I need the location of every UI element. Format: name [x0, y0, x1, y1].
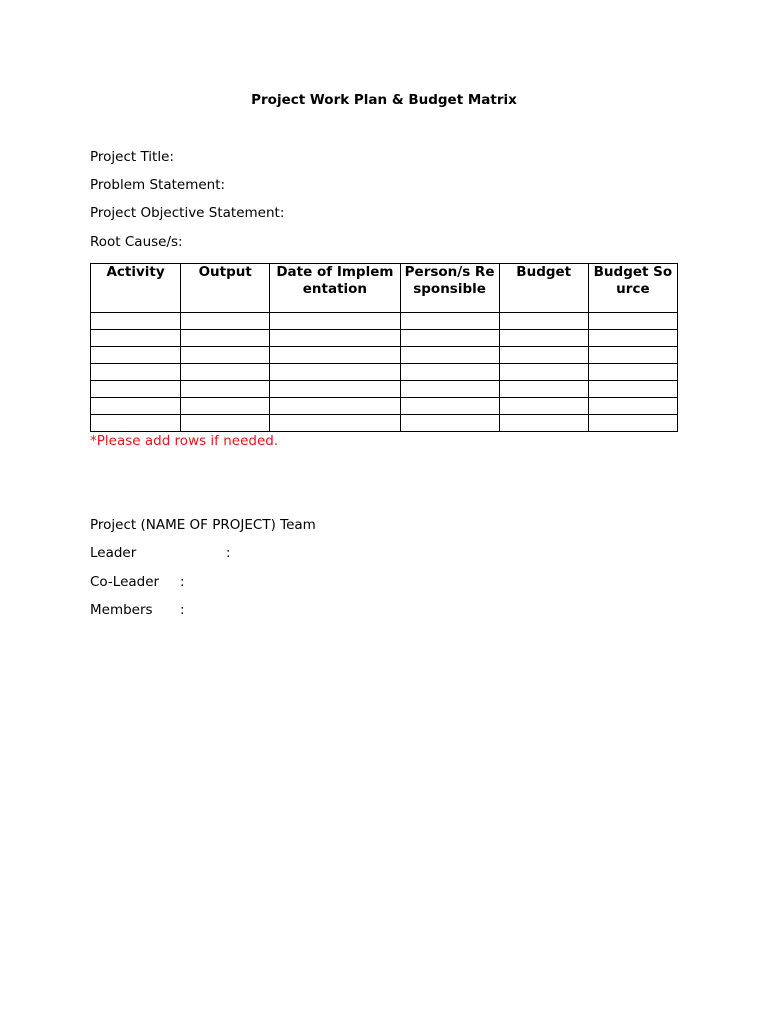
table-cell: [270, 381, 400, 398]
add-rows-note: *Please add rows if needed.: [90, 433, 279, 449]
project-objective-field: Project Objective Statement:: [90, 205, 285, 221]
document-title: Project Work Plan & Budget Matrix: [251, 92, 517, 108]
table-cell: [270, 330, 400, 347]
table-cell: [499, 313, 588, 330]
table-cell: [400, 381, 499, 398]
table-cell: [270, 398, 400, 415]
table-cell: [181, 313, 270, 330]
table-cell: [499, 347, 588, 364]
table-cell: [91, 364, 181, 381]
table-cell: [181, 415, 270, 432]
column-header-budget-source: Budget Source: [588, 264, 677, 313]
matrix-header-row: [91, 264, 678, 313]
table-cell: [400, 313, 499, 330]
table-cell: [270, 364, 400, 381]
co-leader-colon: :: [180, 574, 185, 590]
table-cell: [400, 415, 499, 432]
root-cause-field: Root Cause/s:: [90, 234, 183, 250]
table-cell: [400, 330, 499, 347]
table-cell: [91, 415, 181, 432]
table-cell: [91, 398, 181, 415]
team-heading: Project (NAME OF PROJECT) Team: [90, 517, 316, 533]
table-row: [91, 381, 678, 398]
table-cell: [270, 415, 400, 432]
table-cell: [91, 330, 181, 347]
members-colon: :: [180, 602, 185, 618]
co-leader-label: Co-Leader: [90, 574, 160, 590]
table-cell: [588, 347, 677, 364]
table-cell: [588, 330, 677, 347]
leader-colon: :: [226, 545, 231, 561]
table-cell: [91, 313, 181, 330]
column-header-output: Output: [181, 264, 270, 313]
table-cell: [588, 415, 677, 432]
table-cell: [499, 398, 588, 415]
leader-label: Leader: [90, 545, 137, 561]
table-row: [91, 415, 678, 432]
table-cell: [91, 381, 181, 398]
table-row: [91, 364, 678, 381]
table-cell: [400, 347, 499, 364]
table-cell: [499, 330, 588, 347]
table-cell: [181, 347, 270, 364]
table-cell: [181, 330, 270, 347]
column-header-persons-responsible: Person/s Responsible: [400, 264, 499, 313]
table-cell: [499, 381, 588, 398]
table-cell: [270, 313, 400, 330]
table-cell: [588, 381, 677, 398]
table-cell: [181, 398, 270, 415]
matrix-body: [91, 313, 678, 432]
work-plan-matrix: [90, 263, 678, 432]
table-row: [91, 398, 678, 415]
project-title-field: Project Title:: [90, 149, 174, 165]
column-header-date-of-implementation: Date of Implementation: [270, 264, 400, 313]
table-cell: [400, 364, 499, 381]
table-row: [91, 347, 678, 364]
table-cell: [499, 364, 588, 381]
table-row: [91, 330, 678, 347]
table-cell: [588, 364, 677, 381]
members-label: Members: [90, 602, 153, 618]
table-cell: [181, 364, 270, 381]
table-cell: [588, 398, 677, 415]
table-cell: [181, 381, 270, 398]
table-cell: [588, 313, 677, 330]
table-cell: [499, 415, 588, 432]
table-cell: [270, 347, 400, 364]
table-row: [91, 313, 678, 330]
table-cell: [91, 347, 181, 364]
problem-statement-field: Problem Statement:: [90, 177, 226, 193]
table-cell: [400, 398, 499, 415]
column-header-budget: Budget: [499, 264, 588, 313]
column-header-activity: Activity: [91, 264, 181, 313]
